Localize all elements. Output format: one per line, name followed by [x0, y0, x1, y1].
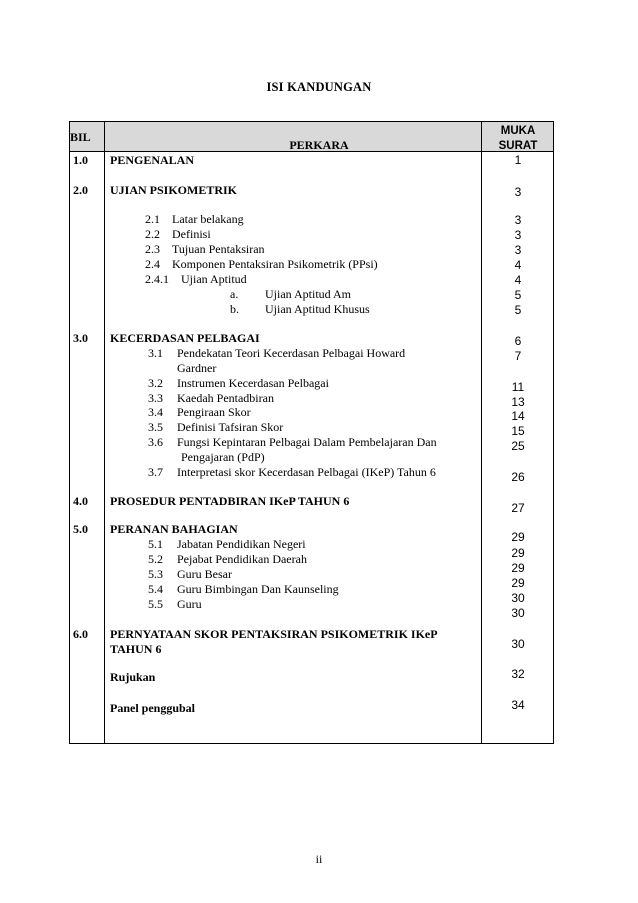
page-number: 1	[514, 153, 522, 167]
toc-entry-label: PERNYATAAN SKOR PENTAKSIRAN PSIKOMETRIK IKeP	[110, 627, 438, 641]
toc-subentry-number: 3.7	[148, 465, 163, 479]
toc-subentry-label: Ujian Aptitud Am	[265, 287, 352, 301]
page-number: 4	[514, 258, 522, 272]
bil-number: 1.0	[73, 153, 88, 167]
toc-subentry-label: Ujian Aptitud Khusus	[265, 302, 370, 316]
bil-number: 5.0	[73, 522, 88, 536]
toc-subentry-number: 2.3	[145, 242, 160, 256]
page-number: 7	[514, 349, 522, 363]
toc-subentry-label-continued: Gardner	[177, 361, 217, 375]
page-footer-number: ii	[315, 852, 323, 866]
toc-entry-label: PROSEDUR PENTADBIRAN IKeP TAHUN 6	[110, 494, 350, 508]
toc-subentry-label: Jabatan Pendidikan Negeri	[177, 537, 306, 551]
page-number: 32	[511, 667, 525, 681]
toc-subentry-label-continued: Pengajaran (PdP)	[181, 450, 265, 464]
toc-subentry-label: Ujian Aptitud	[181, 272, 247, 286]
page-number: 5	[514, 288, 522, 302]
toc-subentry-label: Guru Bimbingan Dan Kaunseling	[177, 582, 339, 596]
toc-subentry-number: 3.4	[148, 405, 163, 419]
bil-number: 6.0	[73, 627, 88, 641]
page-number: 29	[511, 561, 525, 575]
column-divider-bil	[104, 122, 105, 743]
page-number: 27	[511, 501, 525, 515]
toc-subentry-label: Latar belakang	[172, 212, 244, 226]
page-number: 30	[511, 637, 525, 651]
toc-subentry-label: Instrumen Kecerdasan Pelbagai	[177, 376, 329, 390]
toc-subentry-label: Guru	[177, 597, 202, 611]
header-bil: BIL	[70, 130, 91, 144]
page-number: 34	[511, 698, 525, 712]
header-muka-surat	[482, 124, 554, 154]
toc-subentry-number: 2.4.1	[145, 272, 169, 286]
toc-entry-label: PERANAN BAHAGIAN	[110, 522, 238, 536]
page-number: 26	[511, 470, 525, 484]
bil-number: 3.0	[73, 331, 88, 345]
toc-subentry-number: 3.5	[148, 420, 163, 434]
page-number: 15	[511, 424, 525, 438]
toc-subentry-label: Definisi Tafsiran Skor	[177, 420, 284, 434]
toc-subentry-label: Guru Besar	[177, 567, 232, 581]
toc-subentry-label: Interpretasi skor Kecerdasan Pelbagai (IKeP) Tahun 6	[177, 465, 436, 479]
toc-subentry-number: 3.3	[148, 391, 163, 405]
toc-subentry-label: Kaedah Pentadbiran	[177, 391, 274, 405]
toc-subentry-number: 3.1	[148, 346, 163, 360]
toc-subentry-number: 2.4	[145, 257, 160, 271]
toc-subentry-label: Pejabat Pendidikan Daerah	[177, 552, 307, 566]
page-title: ISI KANDUNGAN	[266, 80, 372, 94]
page-number: 30	[511, 606, 525, 620]
toc-entry-label: KECERDASAN PELBAGAI	[110, 331, 260, 345]
toc-subentry-number: 5.2	[148, 552, 163, 566]
page-number: 5	[514, 303, 522, 317]
toc-subentry-label: Tujuan Pentaksiran	[172, 242, 265, 256]
bil-number: 4.0	[73, 494, 88, 508]
toc-subentry-number: 2.2	[145, 227, 160, 241]
toc-subentry-label: Pengiraan Skor	[177, 405, 251, 419]
toc-entry-label: Rujukan	[110, 670, 156, 684]
toc-subentry-label: Pendekatan Teori Kecerdasan Pelbagai Howard	[177, 346, 406, 360]
page-number: 14	[511, 409, 525, 423]
page-number: 25	[511, 439, 525, 453]
toc-subentry-number: 3.6	[148, 435, 163, 449]
toc-subentry-number: 3.2	[148, 376, 163, 390]
page-number: 3	[514, 213, 522, 227]
page-number: 3	[514, 228, 522, 242]
toc-entry-label: UJIAN PSIKOMETRIK	[110, 183, 238, 197]
toc-entry-label-continued: TAHUN 6	[110, 642, 162, 656]
page-number: 3	[514, 243, 522, 257]
toc-subentry-number: 5.4	[148, 582, 163, 596]
toc-subentry-label: Fungsi Kepintaran Pelbagai Dalam Pembelajaran Dan	[177, 435, 437, 449]
page-number: 3	[514, 185, 522, 199]
toc-subentry-label: Komponen Pentaksiran Psikometrik (PPsi)	[172, 257, 378, 271]
toc-subentry-number: 5.1	[148, 537, 163, 551]
page-number: 6	[514, 334, 522, 348]
toc-entry-label: Panel penggubal	[110, 701, 196, 715]
toc-subentry-number: 5.3	[148, 567, 163, 581]
header-perkara	[70, 138, 552, 153]
page-number: 29	[511, 576, 525, 590]
header-muka-line1: MUKA	[500, 125, 536, 137]
page-number: 4	[514, 273, 522, 287]
page-number: 29	[511, 530, 525, 544]
page-number: 13	[511, 395, 525, 409]
toc-subentry-number: b.	[230, 302, 239, 316]
toc-subentry-number: 2.1	[145, 212, 160, 226]
header-muka-line2: SURAT	[498, 140, 538, 152]
bil-number: 2.0	[73, 183, 88, 197]
toc-subentry-number: a.	[230, 287, 239, 301]
toc-subentry-label: Definisi	[172, 227, 211, 241]
page-number: 11	[511, 380, 525, 394]
toc-entry-label: PENGENALAN	[110, 153, 195, 167]
header-perkara-label: PERKARA	[289, 138, 349, 152]
page-number: 29	[511, 546, 525, 560]
toc-subentry-number: 5.5	[148, 597, 163, 611]
page-number: 30	[511, 591, 525, 605]
